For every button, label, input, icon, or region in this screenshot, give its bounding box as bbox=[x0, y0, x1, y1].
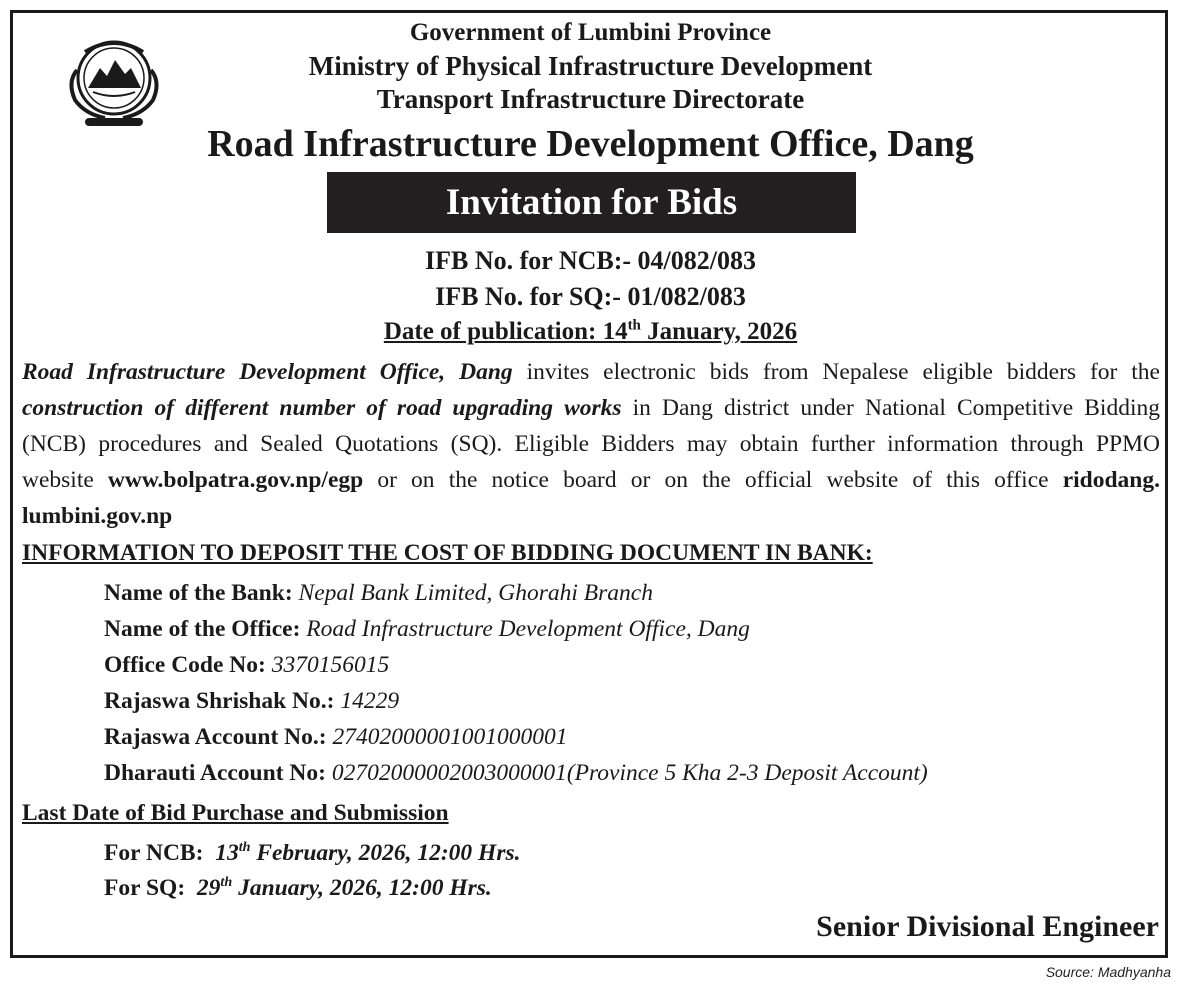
header-ministry: Ministry of Physical Infrastructure Development bbox=[308, 51, 873, 81]
publication-date: Date of publication: 14th January, 2026 bbox=[383, 317, 798, 345]
deadline-heading: Last Date of Bid Purchase and Submission bbox=[22, 800, 449, 826]
bank-name-row: Name of the Bank: Nepal Bank Limited, Ghorahi Branch bbox=[104, 580, 653, 606]
office-website-link-part1[interactable]: ridodang. bbox=[1062, 467, 1160, 493]
rajaswa-account-row: Rajaswa Account No.: 27402000001001000001 bbox=[104, 724, 568, 750]
office-name-row: Name of the Office: Road Infrastructure Development Office, Dang bbox=[104, 616, 750, 642]
notice-title: Invitation for Bids bbox=[327, 172, 856, 233]
header-directorate: Transport Infrastructure Directorate bbox=[376, 84, 805, 114]
office-code-row: Office Code No: 3370156015 bbox=[104, 652, 390, 678]
works-description: construction of different number of road upgrading works bbox=[22, 395, 622, 421]
office-name: Road Infrastructure Development Office, Dang bbox=[22, 359, 513, 385]
header-office: Road Infrastructure Development Office, Dang bbox=[207, 123, 974, 165]
rajaswa-shrishak-row: Rajaswa Shrishak No.: 14229 bbox=[104, 688, 400, 714]
sq-deadline: For SQ: 29th January, 2026, 12:00 Hrs. bbox=[104, 874, 492, 901]
signer-title: Senior Divisional Engineer bbox=[816, 910, 1159, 943]
ncb-deadline: For NCB: 13th February, 2026, 12:00 Hrs. bbox=[104, 839, 521, 866]
header-government: Government of Lumbini Province bbox=[409, 19, 772, 46]
ifb-ncb-number: IFB No. for NCB:- 04/082/083 bbox=[424, 246, 756, 275]
invitation-paragraph: Road Infrastructure Development Office, Dang invites electronic bids from Nepalese eligible bidders for the construction of different number of road upgrading works in Dang district under National Competitive Bidding (NCB) procedures and Sealed Quotations (SQ). Eligible Bidders may obtain further information through PPMO website www.bolpatra.gov.np/egp or on the notice board or on the official website of this office ridodang. lumbini.gov.np bbox=[22, 359, 1160, 529]
deposit-heading: INFORMATION TO DEPOSIT THE COST OF BIDDING DOCUMENT IN BANK: bbox=[22, 540, 873, 566]
bolpatra-link[interactable]: www.bolpatra.gov.np/egp bbox=[107, 467, 364, 493]
dharauti-account-row: Dharauti Account No: 02702000002003000001(Province 5 Kha 2-3 Deposit Account) bbox=[104, 760, 928, 786]
office-website-link-part2[interactable]: lumbini.gov.np bbox=[22, 503, 173, 529]
ifb-sq-number: IFB No. for SQ:- 01/082/083 bbox=[435, 282, 746, 311]
source-credit: Source: Madhyanha bbox=[1045, 964, 1171, 980]
